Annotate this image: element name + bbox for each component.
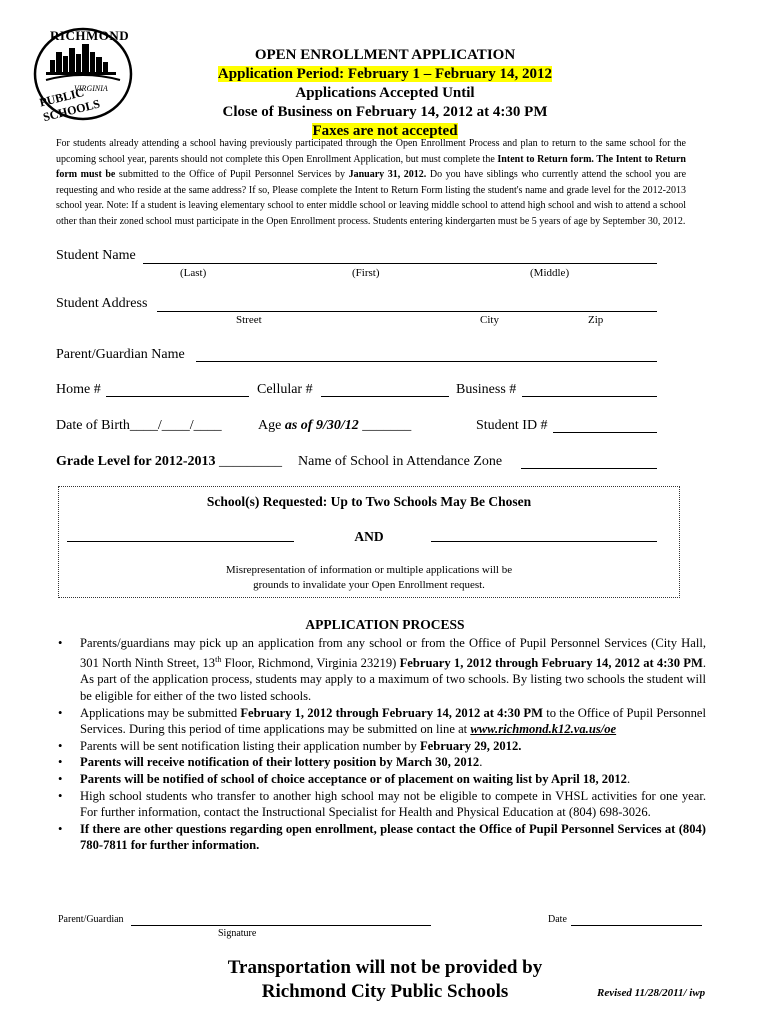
logo-bottom-text: PUBLIC SCHOOLS <box>38 85 102 125</box>
bullet-icon: • <box>58 821 63 836</box>
schools-requested-box <box>58 486 680 598</box>
guardian-signature-field[interactable] <box>131 925 431 926</box>
transportation-notice: Transportation will not be provided by Richmond City Public Schools <box>227 957 543 1002</box>
bullet-icon: • <box>58 636 63 650</box>
date-label: Date <box>548 914 567 925</box>
school-zone-label: Name of School in Attendance Zone <box>298 454 503 469</box>
date-field[interactable] <box>571 925 702 926</box>
student-address-field[interactable] <box>157 311 657 312</box>
and-label: AND <box>354 529 384 544</box>
process-heading: APPLICATION PROCESS <box>305 617 465 632</box>
process-item: • Parents will receive notification of their lottery position by March 30, 2012. <box>58 755 483 770</box>
online-link[interactable]: www.richmond.k12.va.us/oe <box>470 722 617 737</box>
misrepresentation-warning: Misrepresentation of information or multiple applications will be grounds to invalidate your Open Enrollment request. <box>225 564 513 591</box>
dob-field[interactable]: Date of Birth____/____/____ <box>56 418 222 433</box>
first-caption: (First) <box>352 267 380 279</box>
guardian-name-label: Parent/Guardian Name <box>56 347 185 362</box>
grade-level-field[interactable]: Grade Level for 2012-2013 _________ <box>56 454 283 469</box>
student-id-label: Student ID # <box>476 418 548 433</box>
process-item: • Parents/guardians may pick up an application from any school or from the Office of Pupil Personnel Services (City Hall, 301 North Ninth Street, 13th Floor, Richmond, Virginia 23219) February 1, 2012 through February 14, 2012 at 4:30 PM. As part of the application process, students may apply to a maximum of two schools. By listing two schools the student will be eligible for either of the two listed schools. <box>58 636 707 703</box>
bullet-icon: • <box>58 755 63 770</box>
schools-heading: School(s) Requested: Up to Two Schools May Be Chosen <box>206 494 532 509</box>
bullet-icon: • <box>58 705 63 720</box>
school-choice-1-field[interactable] <box>67 541 294 542</box>
district-logo <box>28 22 136 125</box>
revision-note: Revised 11/28/2011/ iwp <box>597 987 706 999</box>
cellular-field[interactable] <box>321 396 449 397</box>
middle-caption: (Middle) <box>530 267 570 279</box>
guardian-signature-label: Parent/Guardian <box>58 914 124 925</box>
student-address-label: Student Address <box>56 296 148 311</box>
business-label: Business # <box>456 382 517 397</box>
student-id-field[interactable] <box>553 432 657 433</box>
signature-caption: Signature <box>218 928 257 939</box>
logo-top-text: RICHMOND <box>50 28 130 43</box>
process-item: • High school students who transfer to another high school may not be eligible to compete in VHSL activities for one year. For further information, contact the Instructional Specialist for Health and Physical Education at (804) 698-3026. <box>58 788 706 820</box>
business-field[interactable] <box>522 396 657 397</box>
process-item: • Parents will be sent notification listing their application number by February 29, 2012. <box>58 738 522 753</box>
process-item: • If there are other questions regarding open enrollment, please contact the Office of Pupil Personnel Services at (804) 780-7811 for further information. <box>58 821 706 853</box>
intro-paragraph: For students already attending a school having previously participated through the Open Enrollment Process and plan to return to the same school for the upcoming school year, parents should not complete this Open Enrollment Application, but must complete the Intent to Return form. The Intent to Return form must be submitted to the Office of Pupil Personnel Services by January 31, 2012. Do you have siblings who currently attend the school you are requesting and who reside at the same address? If so, Please complete the Intent to Return Form listing the student's name and grade level for the 2012-2013 school year. Note: If a student is leaving elementary school to enter middle school or leaving middle school to attend high school and wish to attend a school other than their zoned school must participate in the Open Enrollment process. Students entering kindergarten must be 5 years of age by September 30, 2012. <box>56 138 687 227</box>
header-block <box>140 46 630 141</box>
city-caption: City <box>480 314 499 326</box>
age-field[interactable]: Age as of 9/30/12 _______ <box>258 418 412 433</box>
faxes-notice: Faxes are not accepted <box>312 123 458 139</box>
bullet-icon: • <box>58 738 63 753</box>
student-name-label: Student Name <box>56 248 136 263</box>
zip-caption: Zip <box>588 314 604 326</box>
school-zone-field[interactable] <box>521 468 657 469</box>
logo-mid-text: VIRGINIA <box>74 84 108 93</box>
student-name-field[interactable] <box>143 263 657 264</box>
process-list <box>56 635 706 854</box>
form-title: OPEN ENROLLMENT APPLICATION <box>254 47 516 63</box>
last-caption: (Last) <box>180 267 207 279</box>
home-phone-field[interactable] <box>106 396 249 397</box>
guardian-name-field[interactable] <box>196 361 657 362</box>
home-phone-label: Home # <box>56 382 101 397</box>
process-item: • Applications may be submitted February 1, 2012 through February 14, 2012 at 4:30 PM to the Office of Pupil Personnel Services. During this period of time applications may be submitted on line at www.richmond.k12.va.us/oe <box>58 705 706 737</box>
bullet-icon: • <box>58 771 63 786</box>
close-of-business: Close of Business on February 14, 2012 at 4:30 PM <box>222 104 548 120</box>
bullet-icon: • <box>58 788 63 803</box>
cellular-label: Cellular # <box>257 382 313 397</box>
school-choice-2-field[interactable] <box>431 541 657 542</box>
applications-accepted: Applications Accepted Until <box>295 85 475 101</box>
process-item: • Parents will be notified of school of choice acceptance or of placement on waiting list by April 18, 2012. <box>58 771 631 786</box>
application-period: Application Period: February 1 – February 14, 2012 <box>217 66 553 82</box>
street-caption: Street <box>236 314 262 326</box>
